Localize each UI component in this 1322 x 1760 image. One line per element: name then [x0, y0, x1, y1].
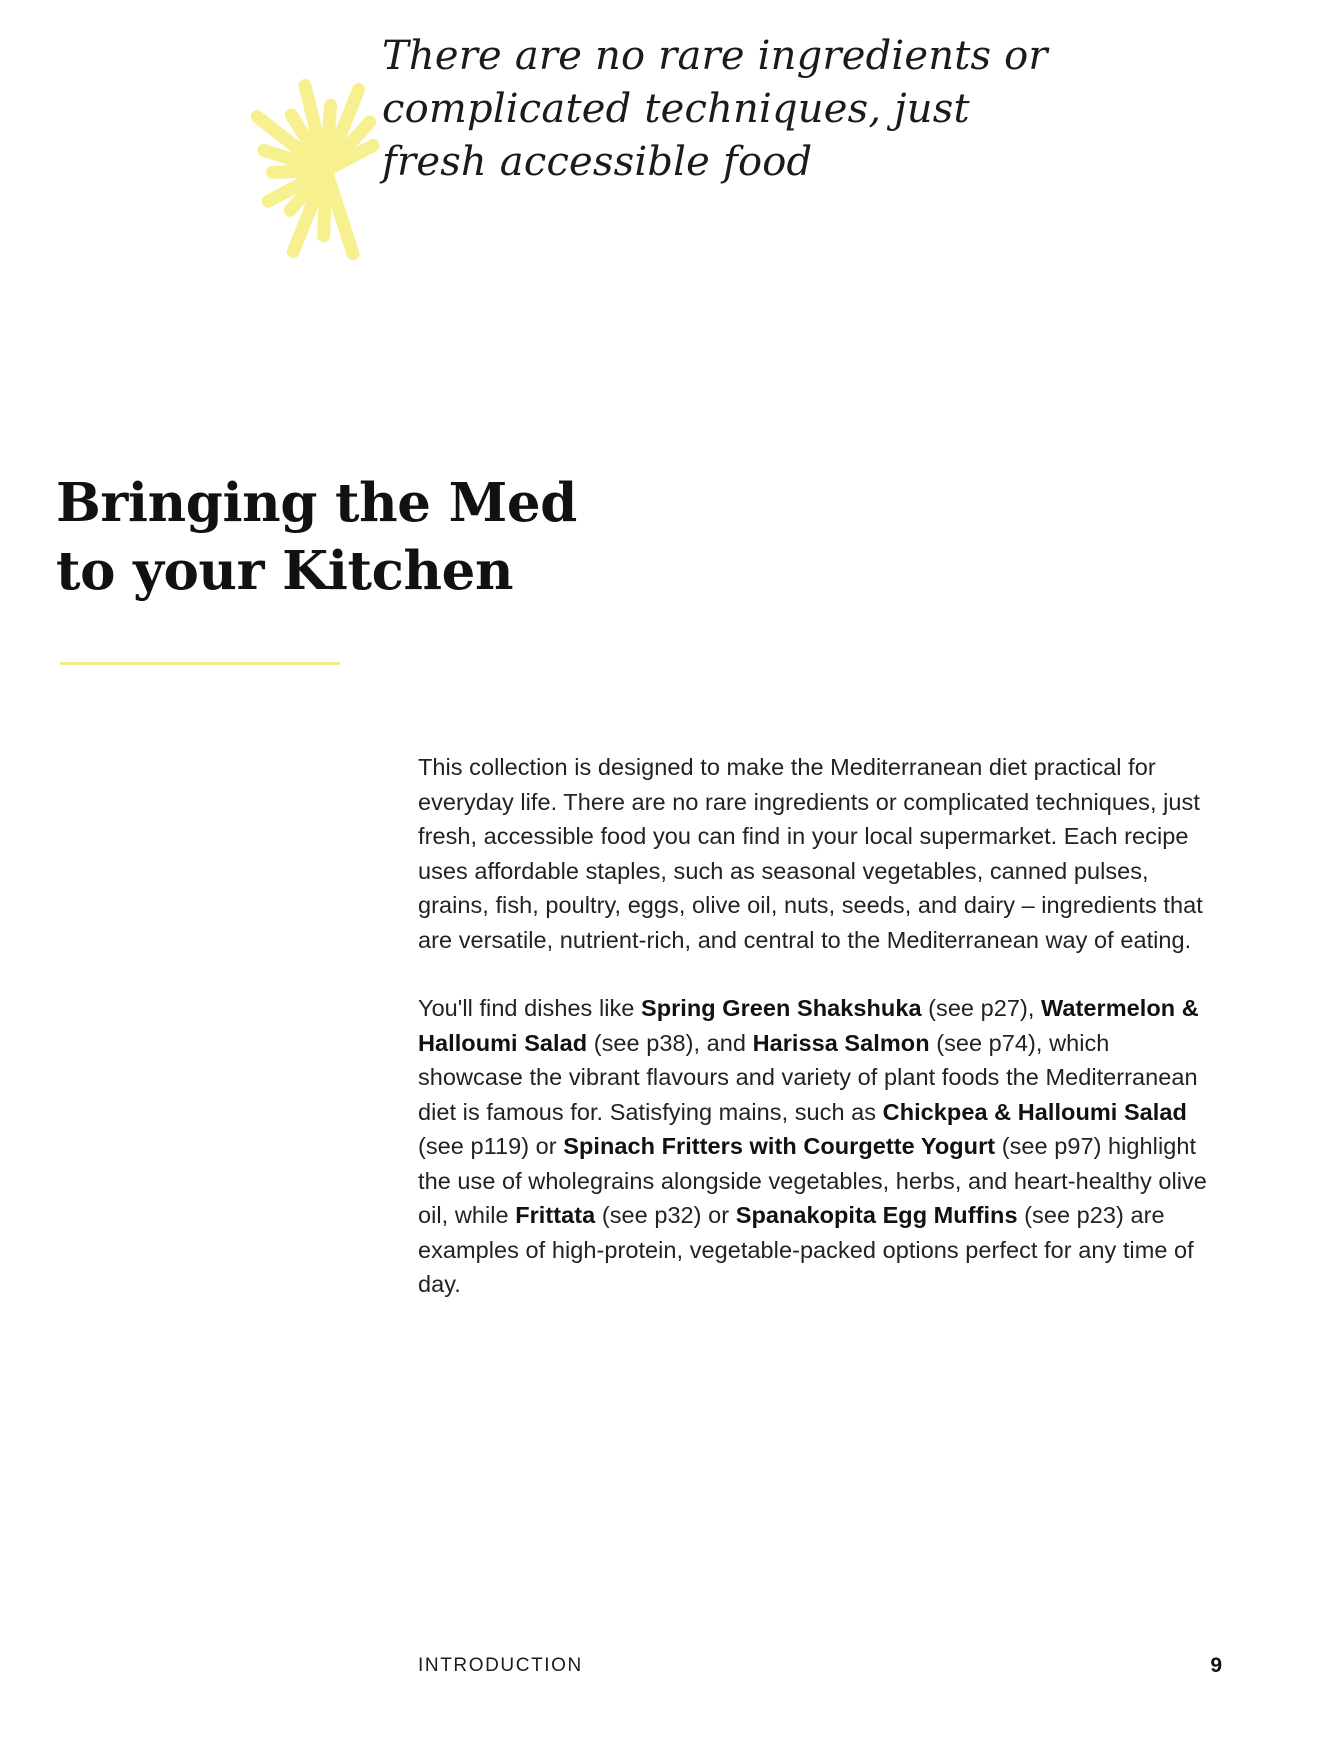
text-segment: (see p23) are examples of high-protein, vegetable-packed options perfect for any time of day. — [418, 1202, 1194, 1298]
recipe-name-frittata: Frittata — [515, 1202, 596, 1229]
recipe-name-spring-green-shakshuka: Spring Green Shakshuka — [640, 995, 922, 1022]
page-title-line-1: Bringing the Med — [56, 472, 577, 534]
text-segment: You'll find dishes like — [418, 995, 641, 1022]
recipe-name-chickpea-halloumi-salad: Chickpea & Halloumi Salad — [882, 1098, 1187, 1125]
page-title — [56, 470, 756, 606]
pull-quote-text: There are no rare ingredients or complicated techniques, just fresh accessible food — [382, 33, 1048, 185]
text-segment: (see p97) highlight the use of wholegrains alongside vegetables, herbs, and heart-healthy olive oil, while — [418, 1133, 1207, 1229]
text-segment: (see p119) or — [418, 1133, 564, 1160]
body-column — [418, 750, 1218, 1302]
footer-section-label: INTRODUCTION — [418, 1655, 583, 1676]
recipe-name-harissa-salmon: Harissa Salmon — [752, 1029, 930, 1056]
recipe-name-watermelon-halloumi-salad: Watermelon & Halloumi Salad — [418, 995, 1199, 1056]
recipe-name-spinach-fritters: Spinach Fritters with Courgette Yogurt — [563, 1133, 996, 1160]
body-paragraph-2 — [418, 991, 1218, 1302]
page-title-line-2: to your Kitchen — [56, 539, 514, 602]
text-segment: (see p74), which showcase the vibrant flavours and variety of plant foods the Mediterranean diet is famous for. Satisfying mains, such as — [418, 1029, 1198, 1125]
recipe-name-spanakopita-egg-muffins: Spanakopita Egg Muffins — [735, 1202, 1018, 1229]
pull-quote-block — [240, 30, 1060, 294]
text-segment: (see p32) or — [595, 1202, 736, 1229]
text-segment: (see p27), — [921, 995, 1042, 1022]
body-paragraph-1: This collection is designed to make the Mediterranean diet practical for everyday life. There are no rare ingredients or complicated techniques, just fresh, accessible food you can find in your local supermarket. Each recipe uses affordable staples, such as seasonal vegetables, canned pulses, grains, fish, poultry, eggs, olive oil, nuts, seeds, and dairy – ingredients that are versatile, nutrient-rich, and central to the Mediterranean way of eating. — [418, 754, 1203, 953]
text-segment: (see p38), and — [587, 1029, 753, 1056]
page-footer — [418, 1654, 1222, 1678]
title-divider — [60, 662, 340, 665]
footer-page-number: 9 — [1210, 1654, 1222, 1677]
sunburst-rays-icon — [240, 44, 360, 294]
